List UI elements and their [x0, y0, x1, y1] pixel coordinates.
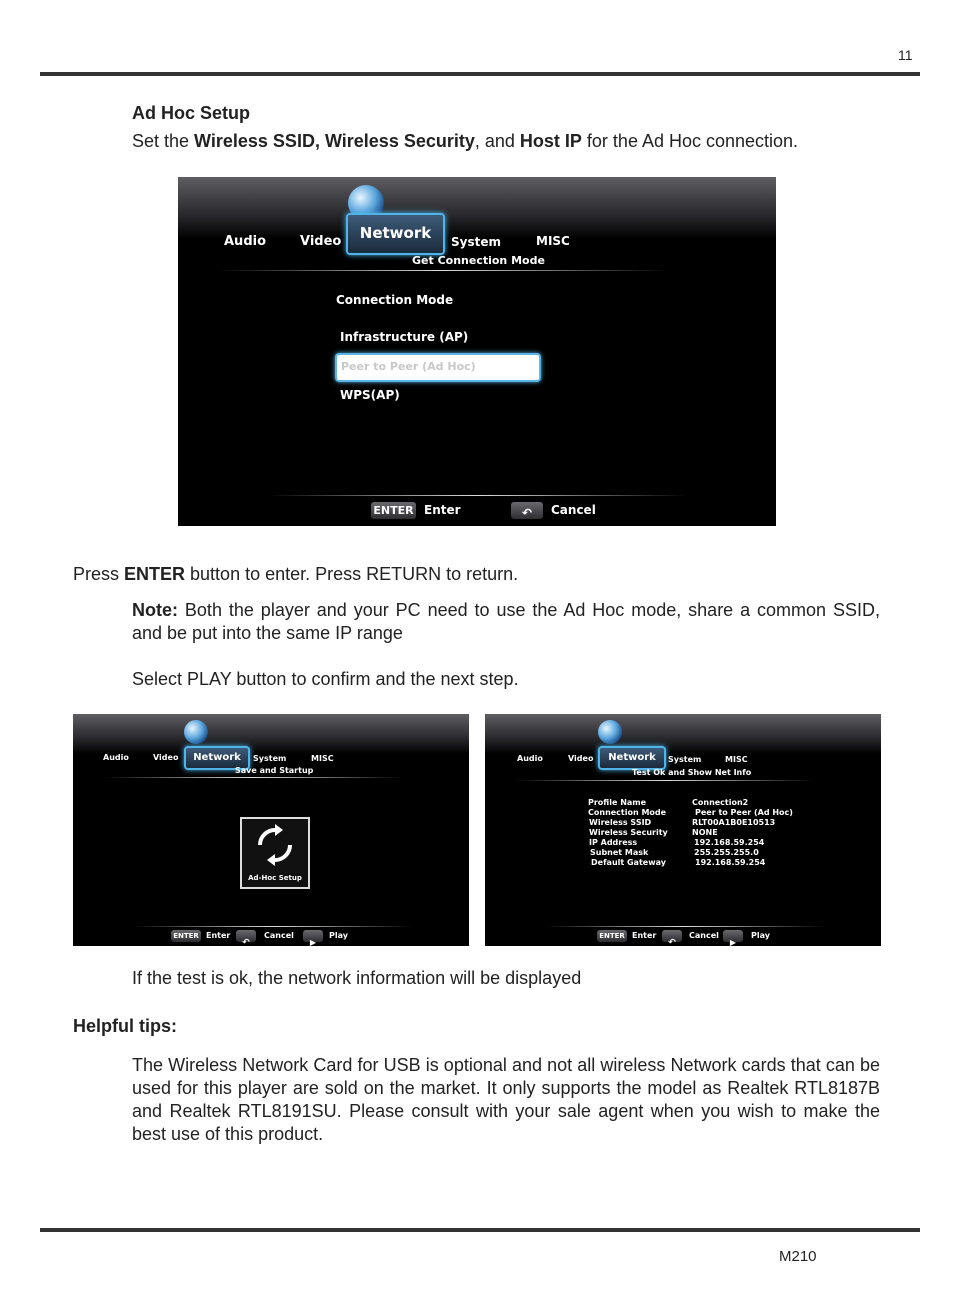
- screenshot-net-info: [485, 714, 881, 946]
- screen-subtitle: Get Connection Mode: [412, 254, 545, 267]
- play-key-badge: [303, 930, 323, 946]
- select-play-line: Select PLAY button to confirm and the next step.: [132, 669, 519, 689]
- info-value: Peer to Peer (Ad Hoc): [695, 808, 793, 817]
- play-icon: ▶: [309, 938, 317, 946]
- divider: [218, 270, 668, 271]
- info-value: NONE: [692, 828, 718, 837]
- tab-misc: MISC: [725, 755, 748, 764]
- info-value: 192.168.59.254: [694, 838, 765, 847]
- return-icon: ↶: [242, 938, 250, 946]
- tab-system: System: [253, 754, 287, 763]
- info-label: Connection Mode: [588, 808, 667, 817]
- info-label: Subnet Mask: [590, 848, 649, 857]
- play-label: Play: [329, 931, 348, 940]
- enter-key-badge: ENTER: [371, 502, 416, 519]
- info-label: Profile Name: [588, 798, 647, 807]
- model-number: M210: [779, 1248, 817, 1265]
- screen-subtitle: Save and Startup: [235, 766, 314, 775]
- footer-rule: [40, 1228, 920, 1232]
- return-icon: ↶: [521, 506, 533, 520]
- info-value: 192.168.59.254: [695, 858, 766, 867]
- divider: [133, 926, 413, 927]
- option-infrastructure: Infrastructure (AP): [340, 330, 469, 344]
- ad-hoc-setup-tile: [240, 817, 310, 889]
- helpful-tips-paragraph: The Wireless Network Card for USB is optional and not all wireless Network cards that can be used for this player are sold on the market. It only supports the model as Realtek RTL8187B and Realtek RTL8191SU. Please consult with your sale agent when you wish to make the best use of this product.: [132, 1055, 880, 1144]
- info-label: Wireless SSID: [589, 818, 652, 827]
- globe-icon: [598, 720, 622, 744]
- screenshot-save-and-startup: [73, 714, 469, 946]
- tab-audio: Audio: [517, 754, 543, 763]
- cancel-label: Cancel: [264, 931, 294, 940]
- divider: [545, 926, 825, 927]
- intro-paragraph: Set the Wireless SSID, Wireless Security, and Host IP for the Ad Hoc connection.: [132, 131, 799, 151]
- press-enter-line: Press ENTER button to enter. Press RETURN to return.: [73, 564, 519, 584]
- enter-key-badge: ENTER: [597, 930, 627, 942]
- tab-video: Video: [568, 754, 594, 763]
- header-rule: [40, 72, 920, 76]
- enter-label: Enter: [632, 931, 657, 940]
- screenshot-connection-mode: [178, 177, 776, 526]
- ad-hoc-setup-label: Ad-Hoc Setup: [248, 874, 302, 882]
- helpful-tips-title: Helpful tips:: [73, 1016, 177, 1036]
- info-label: Default Gateway: [591, 858, 666, 867]
- play-label: Play: [751, 931, 770, 940]
- tab-system: System: [451, 235, 501, 249]
- enter-key-badge: ENTER: [171, 930, 201, 942]
- enter-label: Enter: [206, 931, 231, 940]
- tab-network: Network: [184, 746, 250, 770]
- play-key-badge: [723, 930, 743, 946]
- refresh-icon: [242, 819, 308, 871]
- screen-subtitle: Test Ok and Show Net Info: [632, 768, 752, 777]
- play-icon: ▶: [729, 938, 737, 946]
- option-peer-to-peer: Peer to Peer (Ad Hoc): [335, 353, 541, 382]
- enter-label: Enter: [424, 503, 461, 517]
- page-number: 11: [898, 47, 913, 63]
- tab-misc: MISC: [311, 754, 334, 763]
- tab-network: Network: [598, 746, 666, 770]
- tab-video: Video: [300, 234, 342, 249]
- info-label: Wireless Security: [589, 828, 668, 837]
- tab-audio: Audio: [224, 234, 267, 249]
- info-value: RLT00A1B0E10513: [692, 818, 776, 827]
- tab-audio: Audio: [103, 753, 129, 762]
- divider: [268, 495, 688, 496]
- return-key-badge: [662, 930, 682, 946]
- tab-misc: MISC: [536, 234, 570, 248]
- tab-video: Video: [153, 753, 179, 762]
- cancel-label: Cancel: [689, 931, 719, 940]
- connection-mode-heading: Connection Mode: [336, 293, 454, 307]
- divider: [103, 777, 403, 778]
- note-paragraph: Note: Both the player and your PC need to use the Ad Hoc mode, share a common SSID, and be put into the same IP range: [132, 600, 880, 643]
- test-ok-line: If the test is ok, the network information will be displayed: [132, 968, 582, 988]
- info-label: IP Address: [589, 838, 638, 847]
- tab-system: System: [668, 755, 702, 764]
- divider: [515, 780, 815, 781]
- info-value: Connection2: [692, 798, 749, 807]
- return-key-badge: [236, 930, 256, 946]
- globe-icon: [184, 720, 208, 744]
- return-key-badge: [511, 502, 543, 519]
- tab-network: Network: [346, 213, 445, 255]
- return-icon: ↶: [668, 938, 676, 946]
- option-wps: WPS(AP): [340, 388, 400, 402]
- cancel-label: Cancel: [551, 503, 596, 517]
- info-value: 255.255.255.0: [694, 848, 759, 857]
- section-title: Ad Hoc Setup: [132, 103, 251, 123]
